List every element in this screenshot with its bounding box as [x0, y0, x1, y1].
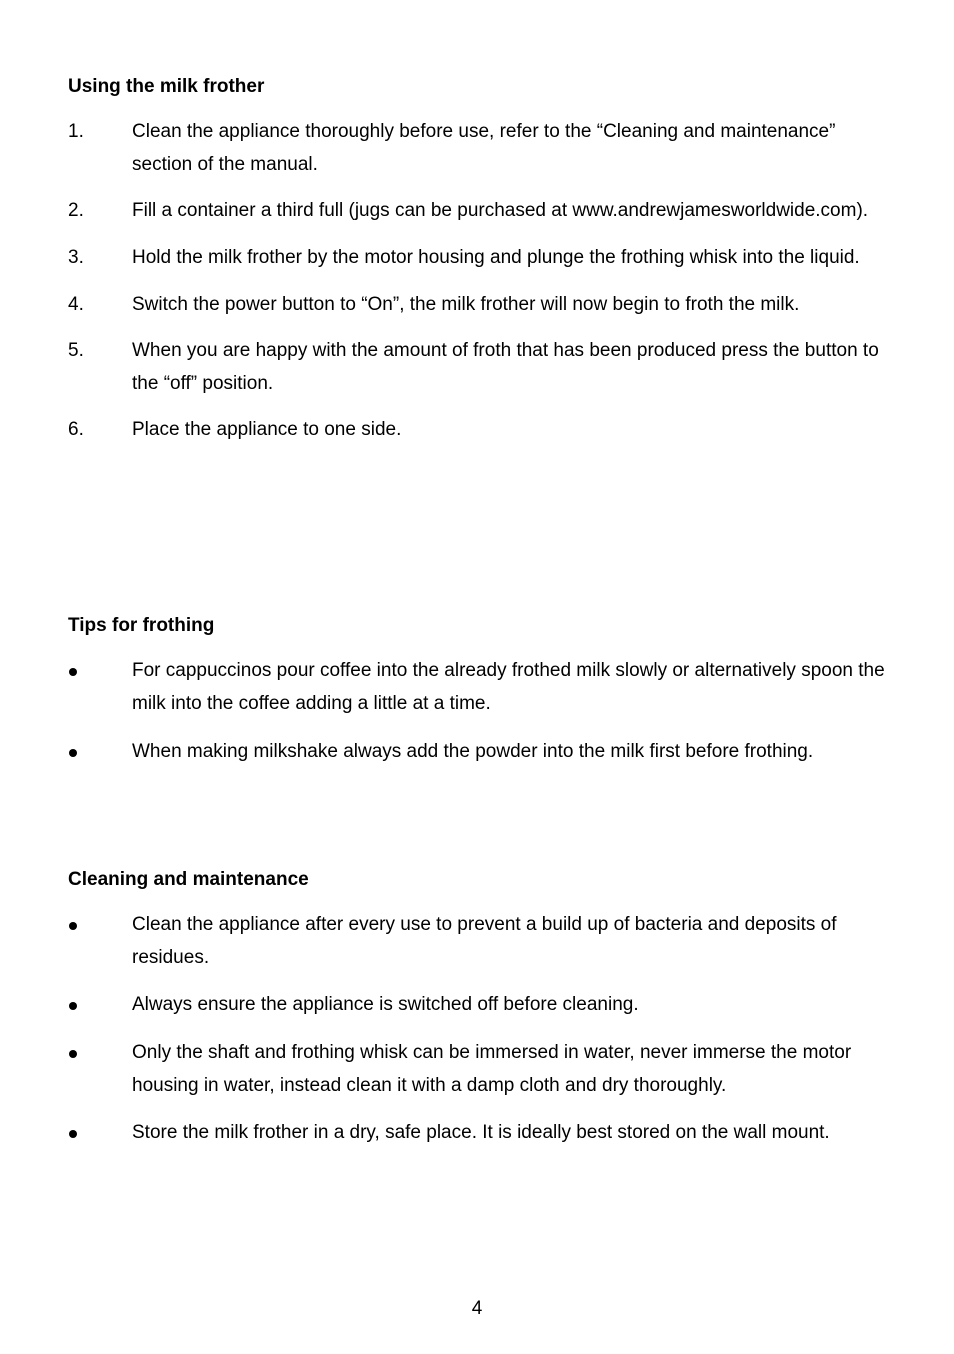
item-number: 6.: [68, 419, 84, 440]
list-item: [68, 413, 892, 446]
item-text: Fill a container a third full (jugs can be purchased at www.andrewjamesworldwide.com).: [132, 200, 869, 221]
item-text: Only the shaft and frothing whisk can be immersed in water, never immerse the motor housing in water, instead clean it with a damp cloth and dry thoroughly.: [132, 1042, 852, 1096]
bullet-icon: [69, 1050, 77, 1058]
item-text: For cappuccinos pour coffee into the already frothed milk slowly or alternatively spoon the milk into the coffee adding a little at a time.: [132, 660, 885, 714]
bullet-list: [68, 654, 888, 768]
page-number: 4: [471, 1298, 483, 1319]
list-item: [68, 1116, 892, 1149]
list-item: [68, 334, 892, 400]
bullet-icon: [69, 922, 77, 930]
item-number: 5.: [68, 340, 84, 361]
list-item: [68, 241, 892, 274]
item-text: Hold the milk frother by the motor housing and plunge the frothing whisk into the liquid.: [132, 247, 860, 268]
list-item: [68, 288, 892, 321]
bullet-icon: [69, 1002, 77, 1010]
section-heading: Cleaning and maintenance: [68, 869, 309, 890]
list-item: [68, 988, 892, 1021]
item-number: 2.: [68, 200, 84, 221]
bullet-list: [68, 908, 888, 1149]
item-text: Always ensure the appliance is switched off before cleaning.: [132, 994, 639, 1015]
section-cleaning-and-maintenance: [68, 867, 888, 1149]
bullet-icon: [69, 668, 77, 676]
numbered-list: [68, 115, 888, 446]
item-text: Place the appliance to one side.: [132, 419, 402, 440]
section-heading: Using the milk frother: [68, 76, 265, 97]
item-number: 1.: [68, 121, 84, 142]
item-text: Store the milk frother in a dry, safe place. It is ideally best stored on the wall mount.: [132, 1122, 830, 1143]
item-text: Switch the power button to “On”, the milk frother will now begin to froth the milk.: [132, 294, 800, 315]
list-item: [68, 115, 892, 181]
bullet-icon: [69, 749, 77, 757]
section-heading: Tips for frothing: [68, 615, 215, 636]
list-item: [68, 194, 892, 227]
item-number: 4.: [68, 294, 84, 315]
section-using-milk-frother: [68, 74, 888, 446]
section-tips-for-frothing: [68, 613, 888, 768]
item-text: When making milkshake always add the powder into the milk first before frothing.: [132, 741, 814, 762]
list-item: [68, 908, 892, 974]
bullet-icon: [69, 1130, 77, 1138]
list-item: [68, 654, 892, 720]
item-text: When you are happy with the amount of froth that has been produced press the button to the “off” position.: [132, 340, 879, 394]
item-text: Clean the appliance thoroughly before use, refer to the “Cleaning and maintenance” section of the manual.: [132, 121, 836, 175]
list-item: [68, 735, 892, 768]
item-text: Clean the appliance after every use to prevent a build up of bacteria and deposits of residues.: [132, 914, 837, 968]
item-number: 3.: [68, 247, 84, 268]
list-item: [68, 1036, 892, 1102]
